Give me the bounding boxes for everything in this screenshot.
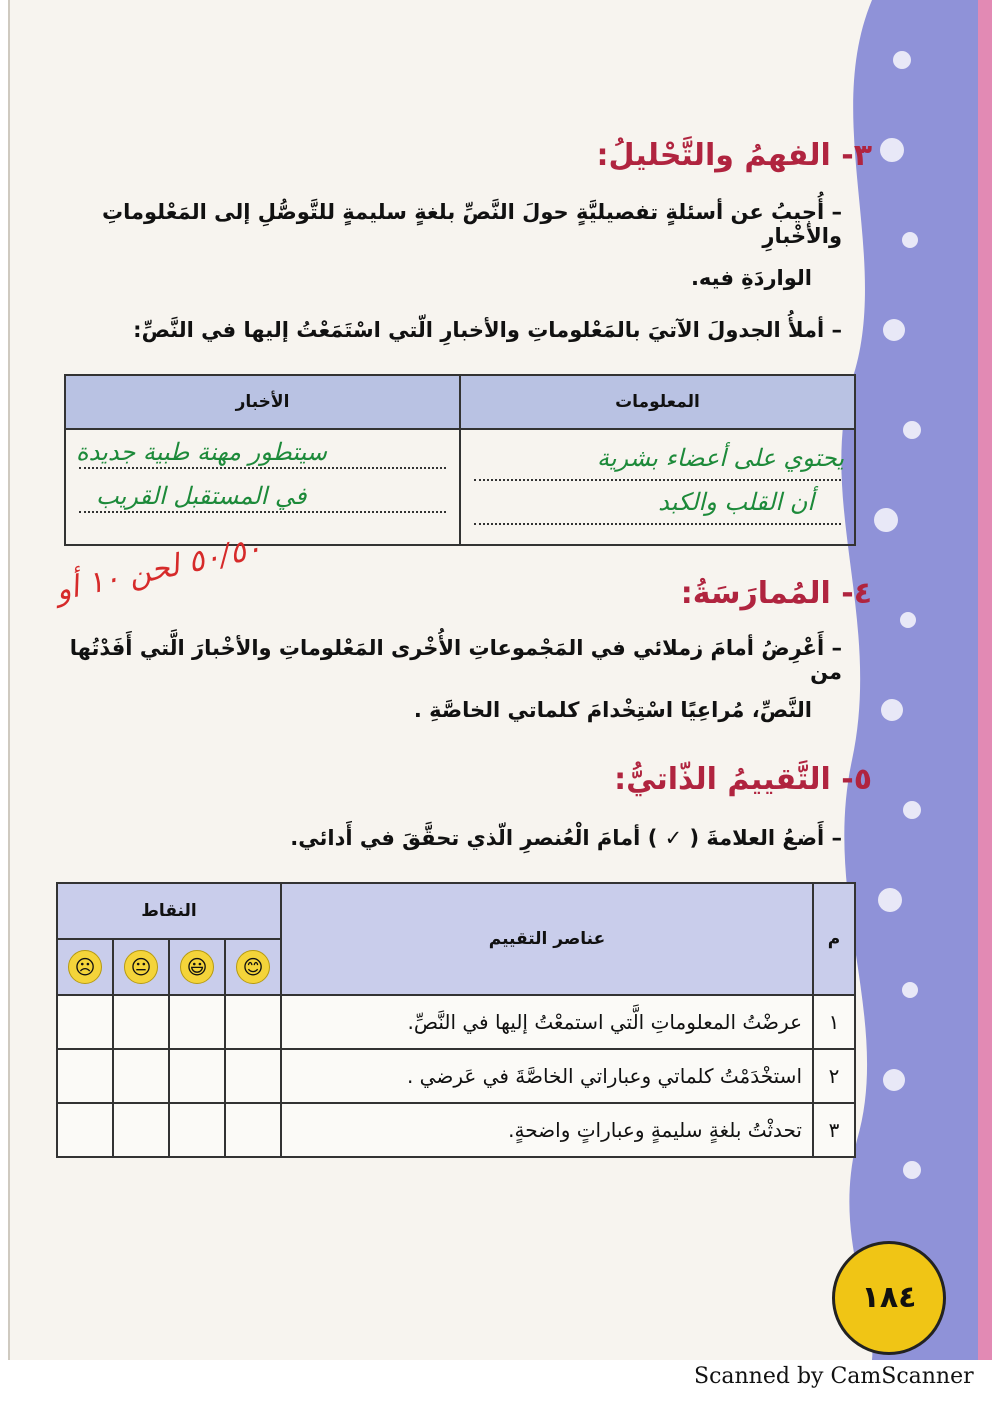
row3-happy-cell[interactable] <box>169 1103 225 1157</box>
row2-number: ٢ <box>813 1049 855 1103</box>
smile-face-icon: 😊 <box>225 939 281 995</box>
row1-smile-cell[interactable] <box>225 995 281 1049</box>
section4-heading: ٤- المُمارَسَةُ: <box>680 576 872 611</box>
sad-face-icon: ☹ <box>57 939 113 995</box>
section3-instruction2: – أملأُ الجدولَ الآتيَ بالمَعْلوماتِ والأخبارِ الّتي اسْتَمَعْتُ إليها في النَّصِّ: <box>133 318 842 342</box>
row2-neutral-cell[interactable] <box>113 1049 169 1103</box>
row3-smile-cell[interactable] <box>225 1103 281 1157</box>
info-news-table <box>64 374 856 546</box>
evaluation-items-header: عناصر التقييم <box>281 883 813 995</box>
section3-instruction1-cont: الواردَةِ فيه. <box>690 266 812 290</box>
row1-sad-cell[interactable] <box>57 995 113 1049</box>
number-header: م <box>813 883 855 995</box>
row3-neutral-cell[interactable] <box>113 1103 169 1157</box>
row1-number: ١ <box>813 995 855 1049</box>
decorative-page-edge <box>978 0 992 1360</box>
row3-number: ٣ <box>813 1103 855 1157</box>
page-number-badge: ١٨٤ <box>832 1241 946 1355</box>
section4-instruction: – أَعْرِضُ أمامَ زملائي في المَجْموعاتِ الأُخْرى المَعْلوماتِ والأخْبارَ الَّتي أَفَدْتُها من <box>69 636 842 684</box>
teacher-red-annotation: ٥٠/٥٠ لحن ١٠ أو <box>52 530 265 609</box>
section5-heading: ٥- التَّقييمُ الذّاتيُّ: <box>614 762 872 797</box>
section5-instruction: – أَضعُ العلامةَ ( ✓ ) أمامَ الْعُنصرِ الّذي تحقَّقَ في أَدائي. <box>290 826 842 850</box>
scanner-watermark: Scanned by CamScanner <box>694 1364 974 1389</box>
row1-happy-cell[interactable] <box>169 995 225 1049</box>
row2-item-text: استخْدَمْتُ كلماتي وعباراتي الخاصَّةَ في عَرضي . <box>281 1049 813 1103</box>
section3-instruction1: – أُجيبُ عن أسئلةٍ تفصيليَّةٍ حولَ النَّصِّ بلغةٍ سليمةٍ للتَّوصُّلِ إلى المَعْلوماتِ والأخْبارِ <box>102 200 842 248</box>
row3-item-text: تحدثْتُ بلغةٍ سليمةٍ وعباراتٍ واضحةٍ. <box>281 1103 813 1157</box>
section3-heading: ٣- الفهمُ والتَّحْليلُ: <box>596 138 872 173</box>
points-header: النقاط <box>57 883 281 939</box>
row2-sad-cell[interactable] <box>57 1049 113 1103</box>
row1-item-text: عرضْتُ المعلوماتِ الَّتي استمعْتُ إليها في النَّصِّ. <box>281 995 813 1049</box>
row2-happy-cell[interactable] <box>169 1049 225 1103</box>
happy-face-icon: 😃 <box>169 939 225 995</box>
info-handwriting-1: يحتوي على أعضاء بشرية <box>596 444 844 472</box>
row2-smile-cell[interactable] <box>225 1049 281 1103</box>
news-column-header: الأخبار <box>65 375 460 429</box>
info-answer-cell[interactable] <box>460 429 855 545</box>
news-answer-cell[interactable] <box>65 429 460 545</box>
section4-instruction-cont: النَّصِّ، مُراعِيًا اسْتِخْدامَ كلماتي الخاصَّةِ . <box>413 698 812 722</box>
row1-neutral-cell[interactable] <box>113 995 169 1049</box>
info-handwriting-2: أن القلب والكبد <box>658 488 814 516</box>
news-handwriting-1: سيتطور مهنة طبية جديدة <box>76 438 327 466</box>
row3-sad-cell[interactable] <box>57 1103 113 1157</box>
info-column-header: المعلومات <box>460 375 855 429</box>
news-handwriting-2: في المستقبل القريب <box>96 482 307 510</box>
self-evaluation-table <box>56 882 856 1158</box>
neutral-face-icon: 😐 <box>113 939 169 995</box>
